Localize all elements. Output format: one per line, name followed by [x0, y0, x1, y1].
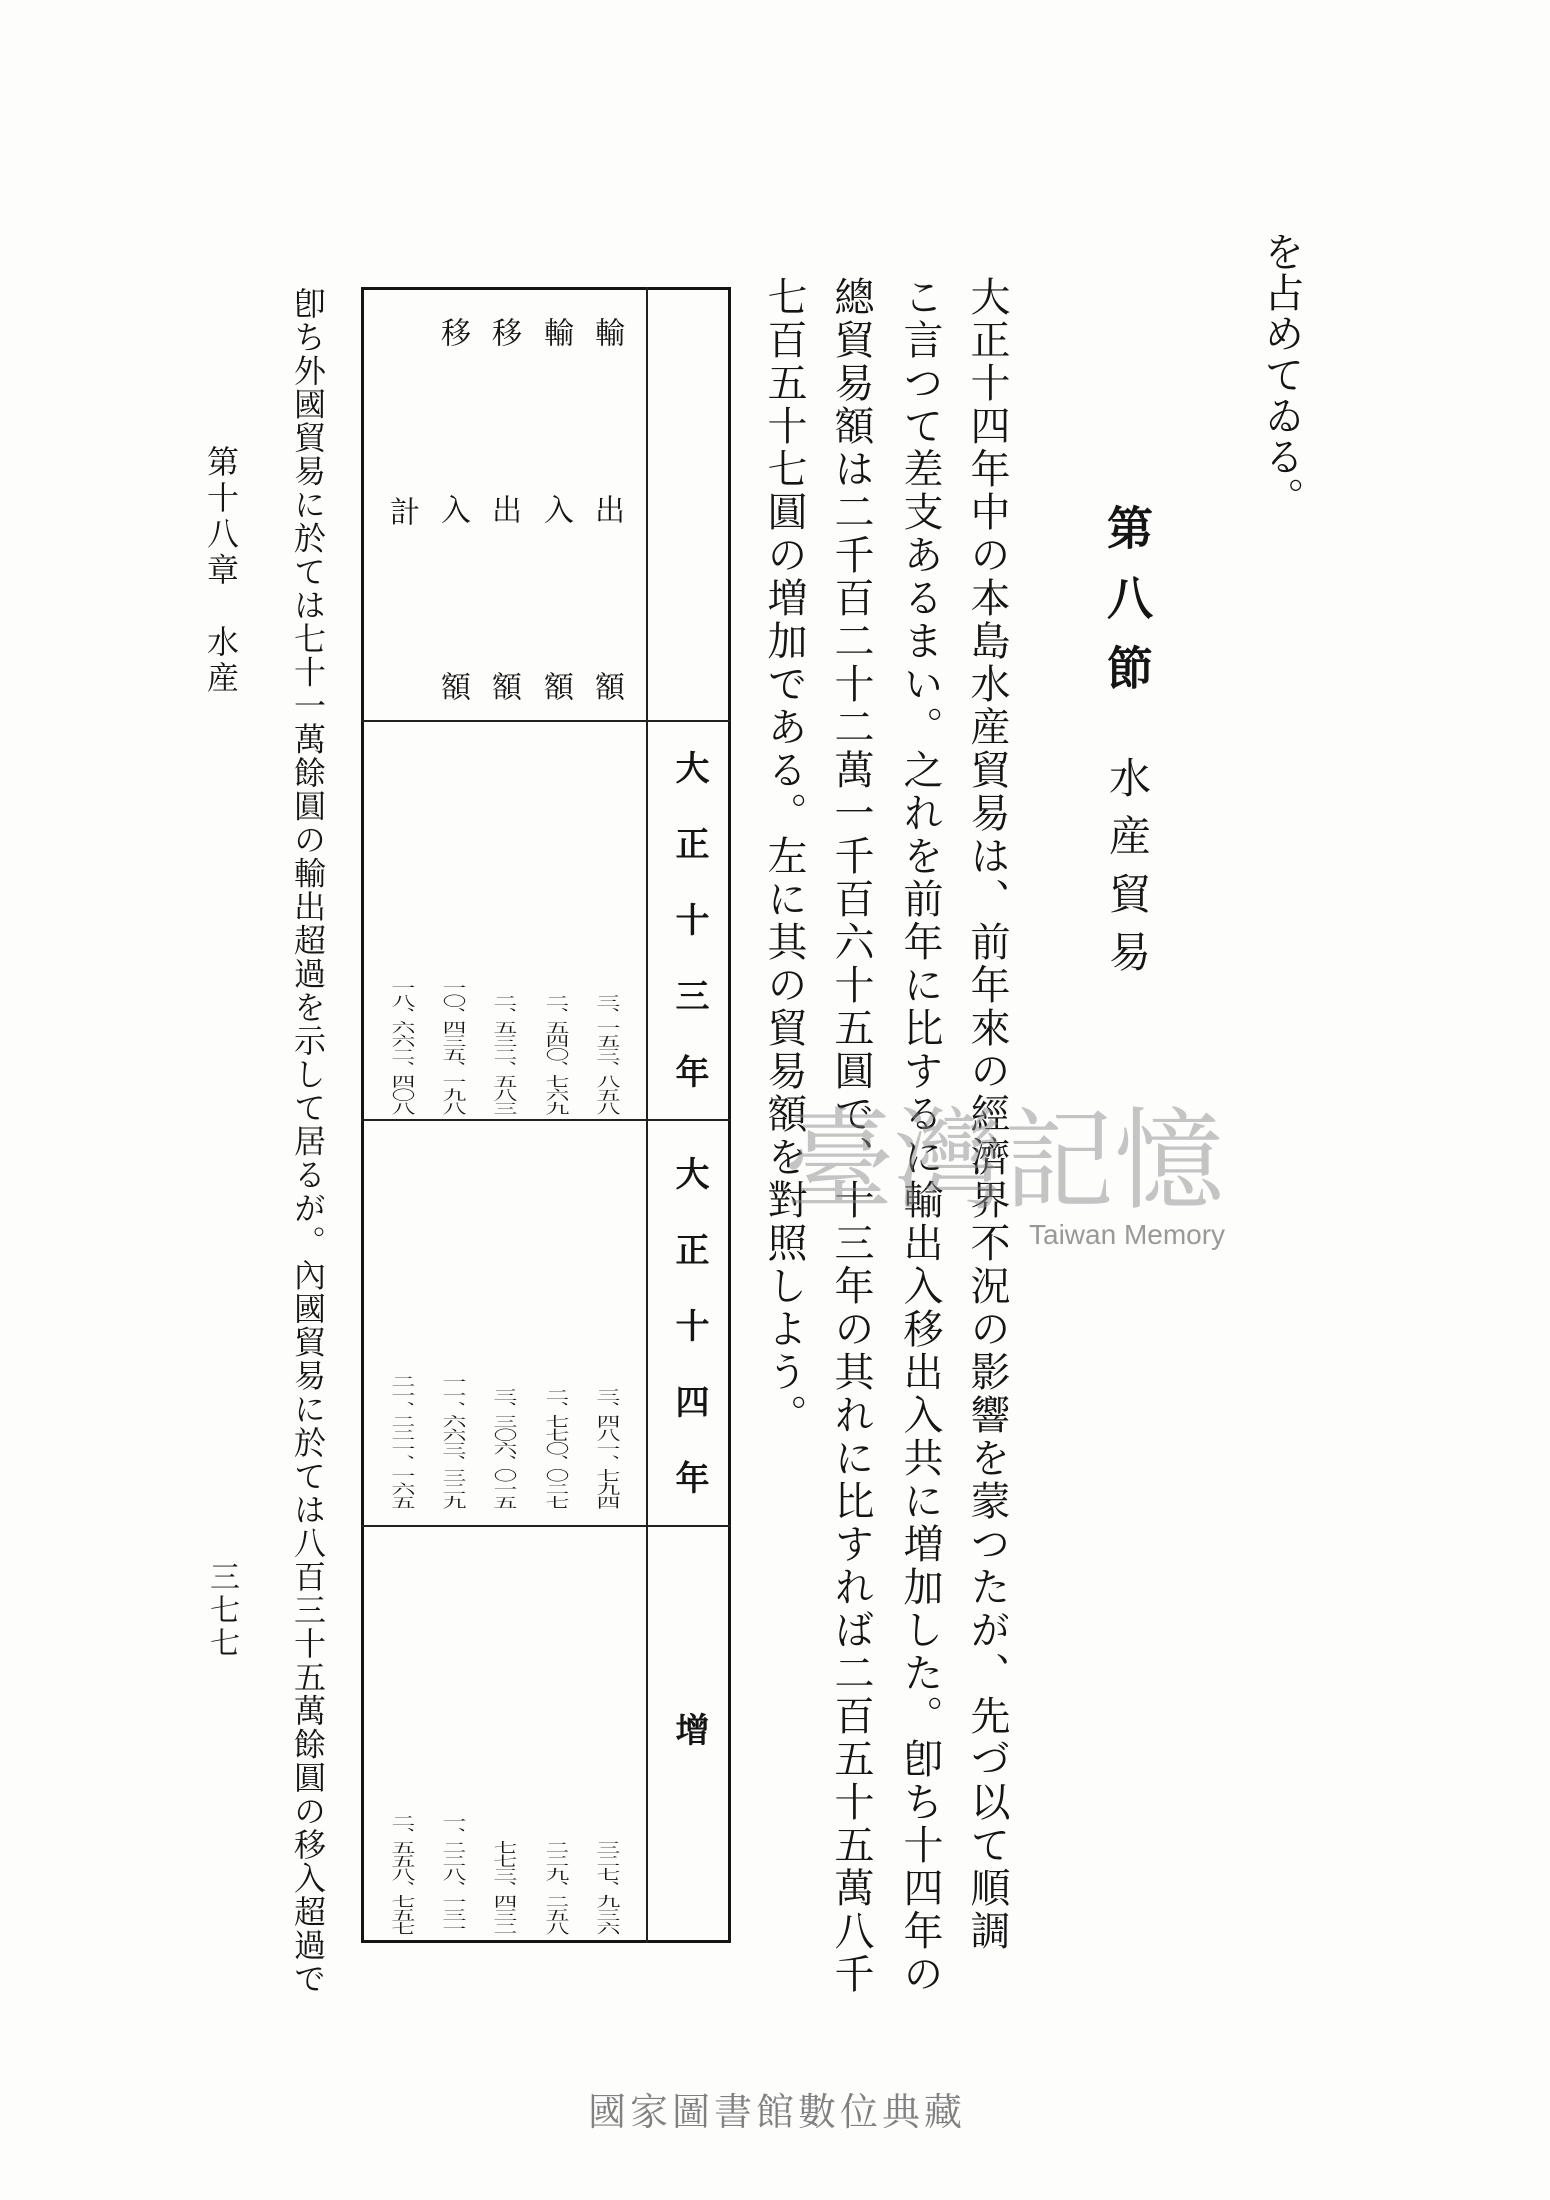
row-label-outbound: 移出額: [486, 317, 521, 848]
cell-outbound-increase: 七七三、四三二: [489, 1840, 517, 1935]
paragraph-line: 七百五十七圓の増加である。左に其の貿易額を對照しよう。: [761, 276, 807, 1437]
row-label-export: 輸出額: [589, 317, 624, 848]
table-divider: [646, 287, 648, 1943]
row-label-inbound: 移入額: [435, 317, 470, 848]
section-title: 水産貿易: [1103, 756, 1152, 988]
cell-export-taisho13: 三、一五三、八五八: [592, 994, 620, 1115]
cell-inbound-increase: 一、二二八、一三一: [438, 1814, 466, 1935]
cell-total-increase: 二、五五八、七五七: [387, 1814, 415, 1935]
cell-export-increase: 三二七、九三六: [592, 1840, 620, 1935]
continuation-text: を占めてゐる。: [1258, 231, 1304, 518]
row-label-total: 計: [384, 496, 419, 526]
collection-caption: 國家圖書館數位典藏: [588, 2090, 967, 2134]
cell-inbound-taisho14: 一一、六六三、三二九: [438, 1374, 466, 1509]
paragraph-line: 總貿易額は二千百二十二萬一千百六十五圓で、十三年の其れに比すれば二百五十五萬八千: [828, 276, 874, 1996]
trade-table: [361, 287, 731, 1943]
header-taisho13: 大正十三年: [669, 750, 709, 1130]
taiwan-memory-logo: 臺灣記憶: [784, 1097, 1224, 1225]
cell-outbound-taisho13: 二、五三二、五八三: [489, 994, 517, 1115]
section-number: 第八節: [1100, 504, 1154, 714]
taiwan-memory-logo-en: Taiwan Memory: [1029, 1219, 1226, 1250]
row-label-import: 輸入額: [538, 317, 573, 848]
cell-export-taisho14: 三、四八一、七九四: [592, 1388, 620, 1509]
cell-import-taisho13: 二、五四〇、七六九: [541, 994, 569, 1115]
cell-import-taisho14: 二、七七〇、〇二七: [541, 1388, 569, 1509]
cell-total-taisho13: 一八、六六二、四〇八: [387, 980, 415, 1115]
header-taisho14: 大正十四年: [669, 1156, 709, 1536]
cell-inbound-taisho13: 一〇、四三五、一九八: [438, 980, 466, 1115]
cell-total-taisho14: 二一、二二一、一六五: [387, 1374, 415, 1509]
chapter-footer: 第十八章 水産: [202, 445, 240, 697]
paragraph-line: こ言つて差支あるまい。之れを前年に比するに輸出入移出入共に増加した。卽ち十四年の: [897, 276, 943, 1996]
header-increase: 增: [669, 1712, 709, 1788]
page-number: 三七七: [204, 1561, 239, 1660]
cell-outbound-taisho14: 三、三〇六、〇一五: [489, 1388, 517, 1509]
cell-import-increase: 二二九、二五八: [541, 1840, 569, 1935]
summary-line: 卽ち外國貿易に於ては七十一萬餘圓の輸出超過を示して居るが。內國貿易に於ては八百三十五萬餘圓の移入超過で: [289, 287, 327, 1996]
paragraph-line: 大正十四年中の本島水産貿易は、前年來の經濟界不況の影響を蒙つたが、先づ以て順調: [964, 276, 1010, 1953]
